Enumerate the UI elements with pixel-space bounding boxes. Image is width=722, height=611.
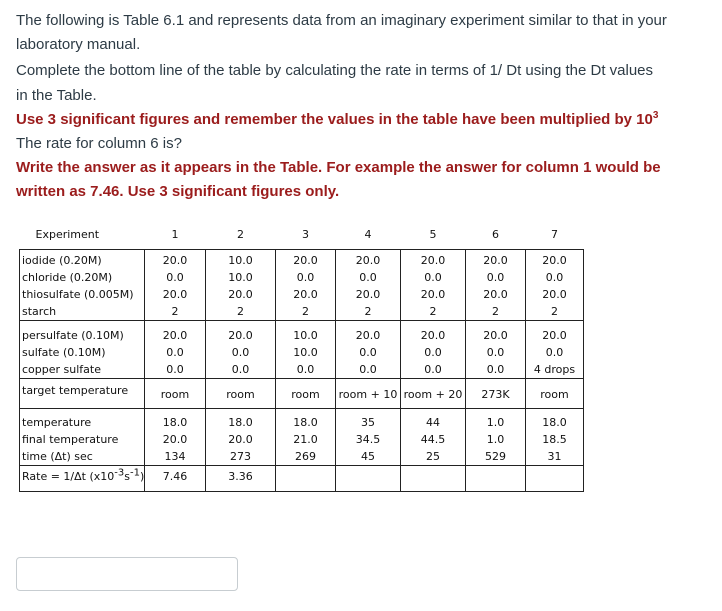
cell-value: 0.0 <box>424 345 442 359</box>
cell-value: 18.0 <box>542 415 567 429</box>
cell-value: 34.5 <box>355 432 381 446</box>
column-header: 2 <box>237 228 244 241</box>
cell-value: 20.0 <box>162 328 188 342</box>
target-temperature-value: room + 10 <box>336 378 401 408</box>
column-header: 6 <box>492 228 499 241</box>
value-cell <box>526 320 584 378</box>
cell-value: 0.0 <box>296 362 315 376</box>
row-label: chloride (0.20M) <box>22 270 113 284</box>
emphasis-line <box>16 108 658 132</box>
rate-value: 3.36 <box>206 465 276 491</box>
row-label: time (Δt) sec <box>22 449 93 463</box>
row-label: copper sulfate <box>22 362 101 376</box>
target-temperature-value: room + 20 <box>401 378 466 408</box>
cell-value: 25 <box>426 449 440 463</box>
row-label: iodide (0.20M) <box>22 253 102 267</box>
cell-value: 18.5 <box>542 432 567 446</box>
cell-value: 20.0 <box>293 287 318 301</box>
experiment-label: Experiment <box>35 228 100 241</box>
cell-value: 20.0 <box>228 287 253 301</box>
rate-value <box>466 465 526 491</box>
rate-label-unit-exponent: -1 <box>130 466 140 478</box>
cell-value: 20.0 <box>228 432 253 446</box>
target-temperature-row <box>20 378 584 408</box>
cell-value: 273 <box>230 449 251 463</box>
value-cell <box>466 408 526 465</box>
cell-value: 20.0 <box>483 253 508 267</box>
emphasis-exponent: 3 <box>652 110 659 121</box>
target-temperature-value: room <box>526 378 584 408</box>
column-header: 5 <box>429 228 437 241</box>
cell-value: 1.0 <box>486 432 505 446</box>
cell-value: 0.0 <box>166 270 184 284</box>
rate-label-unit: s <box>124 469 130 483</box>
cell-value: 44 <box>426 415 440 429</box>
cell-value: 2 <box>364 304 372 318</box>
answer-input[interactable] <box>16 557 238 591</box>
row-label: starch <box>22 304 57 318</box>
cell-value: 0.0 <box>166 362 184 376</box>
cell-value: 4 drops <box>533 362 576 376</box>
value-cell <box>206 408 276 465</box>
cell-value: 20.0 <box>355 253 381 267</box>
value-cell <box>401 320 466 378</box>
cell-value: 0.0 <box>359 362 377 376</box>
cell-value: 269 <box>295 449 316 463</box>
target-temperature-value: room <box>145 378 206 408</box>
value-cell <box>401 408 466 465</box>
cell-value: 0.0 <box>486 270 505 284</box>
rate-value <box>336 465 401 491</box>
group-labels <box>20 320 145 378</box>
group-labels <box>20 249 145 320</box>
cell-value: 0.0 <box>545 270 564 284</box>
cell-value: 2 <box>492 304 499 318</box>
cell-value: 20.0 <box>355 328 381 342</box>
cell-value: 0.0 <box>296 270 315 284</box>
target-temperature-label: target temperature <box>20 378 145 408</box>
cell-value: 20.0 <box>542 328 567 342</box>
cell-value: 1.0 <box>486 415 505 429</box>
question-text: The rate for column 6 is? <box>16 135 182 152</box>
temperature-row <box>20 408 584 465</box>
value-cell <box>401 249 466 320</box>
row-label: sulfate (0.10M) <box>22 345 106 359</box>
reagents-row-2 <box>20 320 584 378</box>
data-table <box>19 223 584 492</box>
cell-value: 20.0 <box>293 253 318 267</box>
cell-value: 20.0 <box>483 287 508 301</box>
row-label: final temperature <box>22 432 119 446</box>
cell-value: 0.0 <box>545 345 564 359</box>
cell-value: 529 <box>485 449 506 463</box>
value-cell <box>466 249 526 320</box>
cell-value: 20.0 <box>162 432 188 446</box>
value-cell <box>336 249 401 320</box>
cell-value: 45 <box>361 449 375 463</box>
row-label: thiosulfate (0.005M) <box>22 287 134 301</box>
cell-value: 134 <box>164 449 186 463</box>
value-cell <box>206 249 276 320</box>
row-label: persulfate (0.10M) <box>22 328 124 342</box>
cell-value: 20.0 <box>420 287 446 301</box>
cell-value: 2 <box>171 304 179 318</box>
intro-line-1: The following is Table 6.1 and represents data from an imaginary experiment similar to that in your <box>16 12 667 29</box>
cell-value: 18.0 <box>228 415 253 429</box>
cell-value: 2 <box>551 304 558 318</box>
column-header: 3 <box>302 228 309 241</box>
rate-label-exponent: -3 <box>114 466 125 478</box>
intro-line-4: in the Table. <box>16 87 97 104</box>
cell-value: 0.0 <box>359 345 377 359</box>
rate-label <box>20 465 145 491</box>
cell-value: 2 <box>237 304 244 318</box>
cell-value: 31 <box>547 449 562 463</box>
header-row <box>20 223 584 249</box>
cell-value: 2 <box>302 304 309 318</box>
cell-value: 0.0 <box>486 345 505 359</box>
cell-value: 20.0 <box>542 287 567 301</box>
cell-value: 44.5 <box>420 432 446 446</box>
cell-value: 10.0 <box>293 345 318 359</box>
cell-value: 18.0 <box>293 415 318 429</box>
cell-value: 0.0 <box>231 345 250 359</box>
cell-value: 20.0 <box>162 253 188 267</box>
rate-row <box>20 465 584 491</box>
cell-value: 0.0 <box>231 362 250 376</box>
value-cell <box>526 408 584 465</box>
cell-value: 35 <box>361 415 375 429</box>
cell-value: 20.0 <box>483 328 508 342</box>
target-temperature-value: room <box>206 378 276 408</box>
cell-value: 0.0 <box>486 362 505 376</box>
cell-value: 0.0 <box>359 270 377 284</box>
value-cell <box>336 320 401 378</box>
cell-value: 20.0 <box>420 253 446 267</box>
value-cell <box>276 249 336 320</box>
instruction-line-1: Write the answer as it appears in the Table. For example the answer for column 1 would be <box>16 159 661 176</box>
value-cell <box>336 408 401 465</box>
rate-value <box>276 465 336 491</box>
value-cell <box>145 320 206 378</box>
rate-value <box>526 465 584 491</box>
intro-line-3: Complete the bottom line of the table by calculating the rate in terms of 1/ Dt using the Dt values <box>16 62 654 79</box>
value-cell <box>276 320 336 378</box>
value-cell <box>145 408 206 465</box>
cell-value: 10.0 <box>228 270 253 284</box>
cell-value: 20.0 <box>542 253 567 267</box>
cell-value: 0.0 <box>424 362 442 376</box>
intro-line-2: laboratory manual. <box>16 36 141 53</box>
rate-label-close: ) <box>139 469 145 483</box>
cell-value: 18.0 <box>162 415 188 429</box>
cell-value: 20.0 <box>420 328 446 342</box>
column-header: 7 <box>551 228 558 241</box>
instruction-line-2: written as 7.46. Use 3 significant figures only. <box>16 183 340 200</box>
cell-value: 10.0 <box>293 328 318 342</box>
value-cell <box>276 408 336 465</box>
rate-label-main: Rate = 1/Δt (x10 <box>22 469 115 483</box>
target-temperature-value: 273K <box>466 378 526 408</box>
cell-value: 10.0 <box>228 253 253 267</box>
cell-value: 20.0 <box>162 287 188 301</box>
value-cell <box>206 320 276 378</box>
value-cell <box>526 249 584 320</box>
value-cell <box>466 320 526 378</box>
group-labels <box>20 408 145 465</box>
cell-value: 20.0 <box>228 328 253 342</box>
cell-value: 20.0 <box>355 287 381 301</box>
cell-value: 21.0 <box>293 432 318 446</box>
cell-value: 2 <box>429 304 437 318</box>
value-cell <box>145 249 206 320</box>
row-label: temperature <box>22 415 92 429</box>
rate-value: 7.46 <box>145 465 206 491</box>
column-header: 1 <box>171 228 179 241</box>
cell-value: 0.0 <box>424 270 442 284</box>
rate-value <box>401 465 466 491</box>
reagents-row-1 <box>20 249 584 320</box>
cell-value: 0.0 <box>166 345 184 359</box>
target-temperature-value: room <box>276 378 336 408</box>
emphasis-text: Use 3 significant figures and remember the values in the table have been multiplied by 10 <box>16 111 653 128</box>
column-header: 4 <box>364 228 372 241</box>
